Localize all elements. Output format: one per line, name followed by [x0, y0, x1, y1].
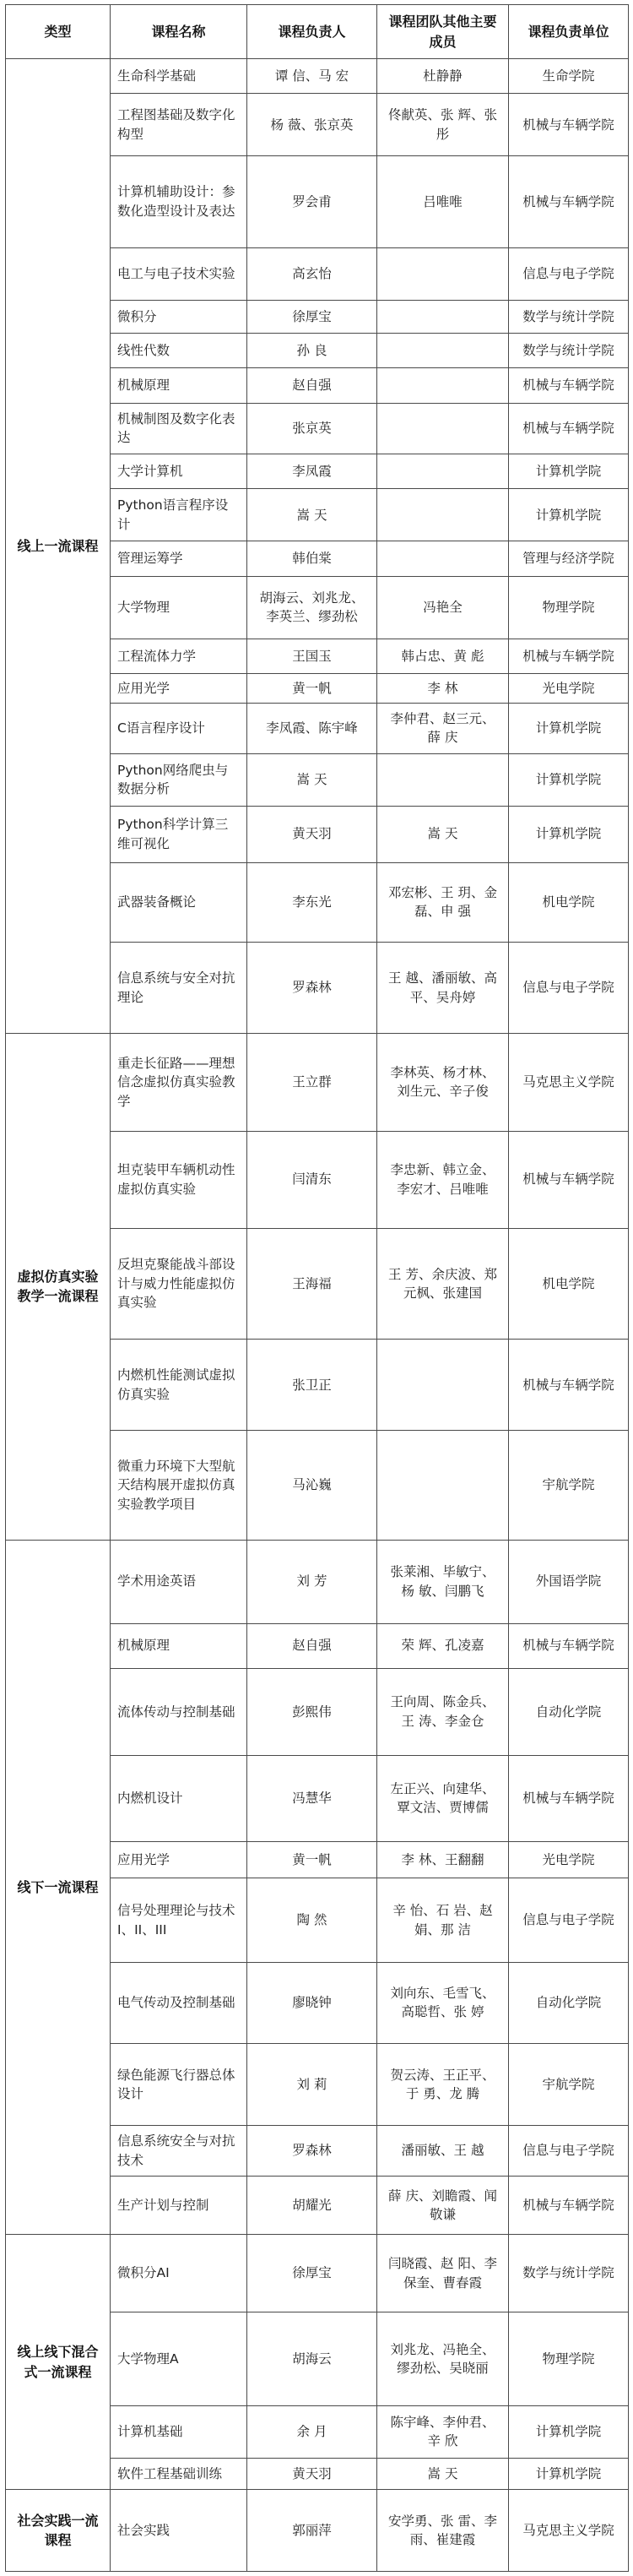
- course-lead-cell: 彭熙伟: [247, 1668, 377, 1756]
- course-lead-cell: 余 月: [247, 2405, 377, 2458]
- course-lead-cell: 徐厚宝: [247, 300, 377, 333]
- responsible-unit-cell: 物理学院: [509, 576, 629, 639]
- team-members-cell: 嵩 天: [377, 2459, 509, 2490]
- course-lead-cell: 嵩 天: [247, 753, 377, 806]
- course-name-cell: 机械原理: [111, 368, 247, 403]
- team-members-cell: 王 越、潘丽敏、高 平、吴舟婷: [377, 943, 509, 1034]
- course-lead-cell: 胡海云: [247, 2312, 377, 2406]
- responsible-unit-cell: 机械与车辆学院: [509, 368, 629, 403]
- course-lead-cell: 刘 芳: [247, 1540, 377, 1623]
- team-members-cell: [377, 1431, 509, 1540]
- team-members-cell: 贺云涛、王正平、于 勇、龙 腾: [377, 2044, 509, 2126]
- team-members-cell: 杜静静: [377, 59, 509, 94]
- table-header-row: [6, 5, 629, 59]
- course-lead-cell: 王立群: [247, 1034, 377, 1131]
- responsible-unit-cell: 机械与车辆学院: [509, 156, 629, 247]
- course-name-cell: 管理运筹学: [111, 541, 247, 576]
- responsible-unit-cell: 机械与车辆学院: [509, 1340, 629, 1431]
- responsible-unit-cell: 计算机学院: [509, 806, 629, 862]
- course-name-cell: 电工与电子技术实验: [111, 247, 247, 300]
- course-name-cell: 计算机基础: [111, 2405, 247, 2458]
- responsible-unit-cell: 计算机学院: [509, 454, 629, 488]
- responsible-unit-cell: 机械与车辆学院: [509, 1131, 629, 1228]
- course-name-cell: Python网络爬虫与数据分析: [111, 753, 247, 806]
- team-members-cell: 刘向东、毛雪飞、高聪哲、张 婷: [377, 1962, 509, 2044]
- course-lead-cell: 谭 信、马 宏: [247, 59, 377, 94]
- course-name-cell: 绿色能源飞行器总体设计: [111, 2044, 247, 2126]
- course-lead-cell: 嵩 天: [247, 489, 377, 541]
- header-course-name: 课程名称: [111, 5, 247, 59]
- course-name-cell: 坦克装甲车辆机动性虚拟仿真实验: [111, 1131, 247, 1228]
- team-members-cell: 李忠新、韩立金、李宏才、吕唯唯: [377, 1131, 509, 1228]
- course-lead-cell: 胡耀光: [247, 2176, 377, 2234]
- responsible-unit-cell: 宇航学院: [509, 2044, 629, 2126]
- team-members-cell: [377, 333, 509, 367]
- header-unit: 课程负责单位: [509, 5, 629, 59]
- course-lead-cell: 王海福: [247, 1228, 377, 1339]
- course-name-cell: 微重力环境下大型航天结构展开虚拟仿真实验教学项目: [111, 1431, 247, 1540]
- responsible-unit-cell: 光电学院: [509, 1841, 629, 1878]
- course-lead-cell: 徐厚宝: [247, 2235, 377, 2312]
- course-name-cell: 软件工程基础训练: [111, 2459, 247, 2490]
- responsible-unit-cell: 信息与电子学院: [509, 247, 629, 300]
- team-members-cell: [377, 368, 509, 403]
- team-members-cell: 佟献英、张 辉、张 彤: [377, 94, 509, 156]
- team-members-cell: 刘兆龙、冯艳全、缪劲松、吴晓丽: [377, 2312, 509, 2406]
- responsible-unit-cell: 机械与车辆学院: [509, 2176, 629, 2234]
- team-members-cell: 左正兴、向建华、覃文洁、贾博儒: [377, 1756, 509, 1841]
- course-name-cell: 内燃机设计: [111, 1756, 247, 1841]
- team-members-cell: [377, 247, 509, 300]
- team-members-cell: 李仲君、赵三元、薛 庆: [377, 703, 509, 753]
- course-lead-cell: 李东光: [247, 862, 377, 942]
- course-name-cell: 信息系统与安全对抗理论: [111, 943, 247, 1034]
- table-row: [6, 59, 629, 94]
- course-name-cell: 反坦克聚能战斗部设计与威力性能虚拟仿真实验: [111, 1228, 247, 1339]
- team-members-cell: 李 林、王翻翻: [377, 1841, 509, 1878]
- course-name-cell: 应用光学: [111, 674, 247, 704]
- responsible-unit-cell: 计算机学院: [509, 753, 629, 806]
- course-name-cell: 社会实践: [111, 2489, 247, 2571]
- category-cell: 线上一流课程: [6, 59, 111, 1034]
- course-name-cell: 大学计算机: [111, 454, 247, 488]
- team-members-cell: 王向周、陈金兵、王 涛、李金仓: [377, 1668, 509, 1756]
- table-row: [6, 1034, 629, 1131]
- course-lead-cell: 陶 然: [247, 1878, 377, 1962]
- team-members-cell: 辛 怡、石 岩、赵 娟、那 洁: [377, 1878, 509, 1962]
- team-members-cell: [377, 489, 509, 541]
- course-lead-cell: 胡海云、刘兆龙、李英兰、缪劲松: [247, 576, 377, 639]
- course-name-cell: 线性代数: [111, 333, 247, 367]
- responsible-unit-cell: 马克思主义学院: [509, 1034, 629, 1131]
- course-name-cell: 大学物理: [111, 576, 247, 639]
- category-cell: 社会实践一流课程: [6, 2489, 111, 2571]
- course-lead-cell: 孙 良: [247, 333, 377, 367]
- course-name-cell: 重走长征路——理想信念虚拟仿真实验教学: [111, 1034, 247, 1131]
- responsible-unit-cell: 计算机学院: [509, 2459, 629, 2490]
- team-members-cell: 闫晓霞、赵 阳、李保奎、曹春霞: [377, 2235, 509, 2312]
- course-lead-cell: 黄天羽: [247, 806, 377, 862]
- responsible-unit-cell: 数学与统计学院: [509, 333, 629, 367]
- course-lead-cell: 李凤霞: [247, 454, 377, 488]
- course-lead-cell: 罗森林: [247, 943, 377, 1034]
- team-members-cell: 潘丽敏、王 越: [377, 2126, 509, 2177]
- team-members-cell: 邓宏彬、王 玥、金 磊、申 强: [377, 862, 509, 942]
- team-members-cell: 李 林: [377, 674, 509, 704]
- team-members-cell: 薛 庆、刘瞻霞、闻敬谦: [377, 2176, 509, 2234]
- team-members-cell: 荣 辉、孔凌嘉: [377, 1623, 509, 1668]
- table-body: [6, 59, 629, 2572]
- course-name-cell: 内燃机性能测试虚拟仿真实验: [111, 1340, 247, 1431]
- course-lead-cell: 冯慧华: [247, 1756, 377, 1841]
- course-name-cell: 信号处理理论与技术I、II、III: [111, 1878, 247, 1962]
- header-course-lead: 课程负责人: [247, 5, 377, 59]
- course-lead-cell: 廖晓钟: [247, 1962, 377, 2044]
- course-lead-cell: 闫清东: [247, 1131, 377, 1228]
- category-cell: 线下一流课程: [6, 1540, 111, 2235]
- header-type: 类型: [6, 5, 111, 59]
- team-members-cell: 张莱湘、毕敏宁、杨 敏、闫鹏飞: [377, 1540, 509, 1623]
- course-name-cell: 机械制图及数字化表达: [111, 403, 247, 454]
- course-name-cell: 微积分AI: [111, 2235, 247, 2312]
- responsible-unit-cell: 管理与经济学院: [509, 541, 629, 576]
- table-row: [6, 2489, 629, 2571]
- responsible-unit-cell: 计算机学院: [509, 703, 629, 753]
- course-name-cell: 生产计划与控制: [111, 2176, 247, 2234]
- responsible-unit-cell: 数学与统计学院: [509, 2235, 629, 2312]
- team-members-cell: [377, 300, 509, 333]
- responsible-unit-cell: 机械与车辆学院: [509, 639, 629, 673]
- team-members-cell: [377, 454, 509, 488]
- responsible-unit-cell: 自动化学院: [509, 1668, 629, 1756]
- team-members-cell: 吕唯唯: [377, 156, 509, 247]
- course-name-cell: 生命科学基础: [111, 59, 247, 94]
- course-lead-cell: 王国玉: [247, 639, 377, 673]
- course-lead-cell: 罗会甫: [247, 156, 377, 247]
- course-name-cell: 工程图基础及数字化构型: [111, 94, 247, 156]
- responsible-unit-cell: 物理学院: [509, 2312, 629, 2406]
- course-table: [5, 4, 629, 2572]
- course-name-cell: C语言程序设计: [111, 703, 247, 753]
- team-members-cell: [377, 753, 509, 806]
- responsible-unit-cell: 信息与电子学院: [509, 943, 629, 1034]
- team-members-cell: 陈宇峰、李仲君、辛 欣: [377, 2405, 509, 2458]
- header-team-members: 课程团队其他主要成员: [377, 5, 509, 59]
- responsible-unit-cell: 计算机学院: [509, 2405, 629, 2458]
- course-lead-cell: 郭丽萍: [247, 2489, 377, 2571]
- course-name-cell: 工程流体力学: [111, 639, 247, 673]
- team-members-cell: [377, 1340, 509, 1431]
- responsible-unit-cell: 机械与车辆学院: [509, 1623, 629, 1668]
- team-members-cell: [377, 403, 509, 454]
- course-name-cell: 计算机辅助设计：参数化造型设计及表达: [111, 156, 247, 247]
- course-name-cell: 学术用途英语: [111, 1540, 247, 1623]
- table-row: [6, 2235, 629, 2312]
- course-lead-cell: 马沁巍: [247, 1431, 377, 1540]
- team-members-cell: 安学勇、张 雷、李 雨、崔建霞: [377, 2489, 509, 2571]
- responsible-unit-cell: 生命学院: [509, 59, 629, 94]
- team-members-cell: 王 芳、余庆波、郑元枫、张建国: [377, 1228, 509, 1339]
- course-lead-cell: 罗森林: [247, 2126, 377, 2177]
- team-members-cell: 韩占忠、黄 彪: [377, 639, 509, 673]
- responsible-unit-cell: 宇航学院: [509, 1431, 629, 1540]
- course-name-cell: Python语言程序设计: [111, 489, 247, 541]
- course-name-cell: 武器装备概论: [111, 862, 247, 942]
- responsible-unit-cell: 马克思主义学院: [509, 2489, 629, 2571]
- responsible-unit-cell: 机械与车辆学院: [509, 1756, 629, 1841]
- course-lead-cell: 张京英: [247, 403, 377, 454]
- course-lead-cell: 李凤霞、陈宇峰: [247, 703, 377, 753]
- responsible-unit-cell: 光电学院: [509, 674, 629, 704]
- responsible-unit-cell: 信息与电子学院: [509, 2126, 629, 2177]
- responsible-unit-cell: 自动化学院: [509, 1962, 629, 2044]
- responsible-unit-cell: 信息与电子学院: [509, 1878, 629, 1962]
- table-row: [6, 1540, 629, 1623]
- team-members-cell: [377, 541, 509, 576]
- team-members-cell: 冯艳全: [377, 576, 509, 639]
- course-name-cell: 信息系统安全与对抗技术: [111, 2126, 247, 2177]
- course-name-cell: 大学物理A: [111, 2312, 247, 2406]
- course-lead-cell: 韩伯棠: [247, 541, 377, 576]
- course-lead-cell: 杨 薇、张京英: [247, 94, 377, 156]
- course-name-cell: Python科学计算三维可视化: [111, 806, 247, 862]
- responsible-unit-cell: 机电学院: [509, 862, 629, 942]
- course-name-cell: 电气传动及控制基础: [111, 1962, 247, 2044]
- course-lead-cell: 赵自强: [247, 368, 377, 403]
- team-members-cell: 嵩 天: [377, 806, 509, 862]
- course-lead-cell: 张卫正: [247, 1340, 377, 1431]
- course-name-cell: 机械原理: [111, 1623, 247, 1668]
- course-name-cell: 微积分: [111, 300, 247, 333]
- course-lead-cell: 赵自强: [247, 1623, 377, 1668]
- course-lead-cell: 黄一帆: [247, 1841, 377, 1878]
- responsible-unit-cell: 机电学院: [509, 1228, 629, 1339]
- course-lead-cell: 黄天羽: [247, 2459, 377, 2490]
- responsible-unit-cell: 外国语学院: [509, 1540, 629, 1623]
- course-lead-cell: 高玄怡: [247, 247, 377, 300]
- course-lead-cell: 黄一帆: [247, 674, 377, 704]
- responsible-unit-cell: 数学与统计学院: [509, 300, 629, 333]
- responsible-unit-cell: 计算机学院: [509, 489, 629, 541]
- responsible-unit-cell: 机械与车辆学院: [509, 403, 629, 454]
- course-name-cell: 流体传动与控制基础: [111, 1668, 247, 1756]
- category-cell: 线上线下混合式一流课程: [6, 2235, 111, 2490]
- team-members-cell: 李林英、杨才林、刘生元、辛子俊: [377, 1034, 509, 1131]
- course-lead-cell: 刘 莉: [247, 2044, 377, 2126]
- responsible-unit-cell: 机械与车辆学院: [509, 94, 629, 156]
- course-name-cell: 应用光学: [111, 1841, 247, 1878]
- category-cell: 虚拟仿真实验教学一流课程: [6, 1034, 111, 1540]
